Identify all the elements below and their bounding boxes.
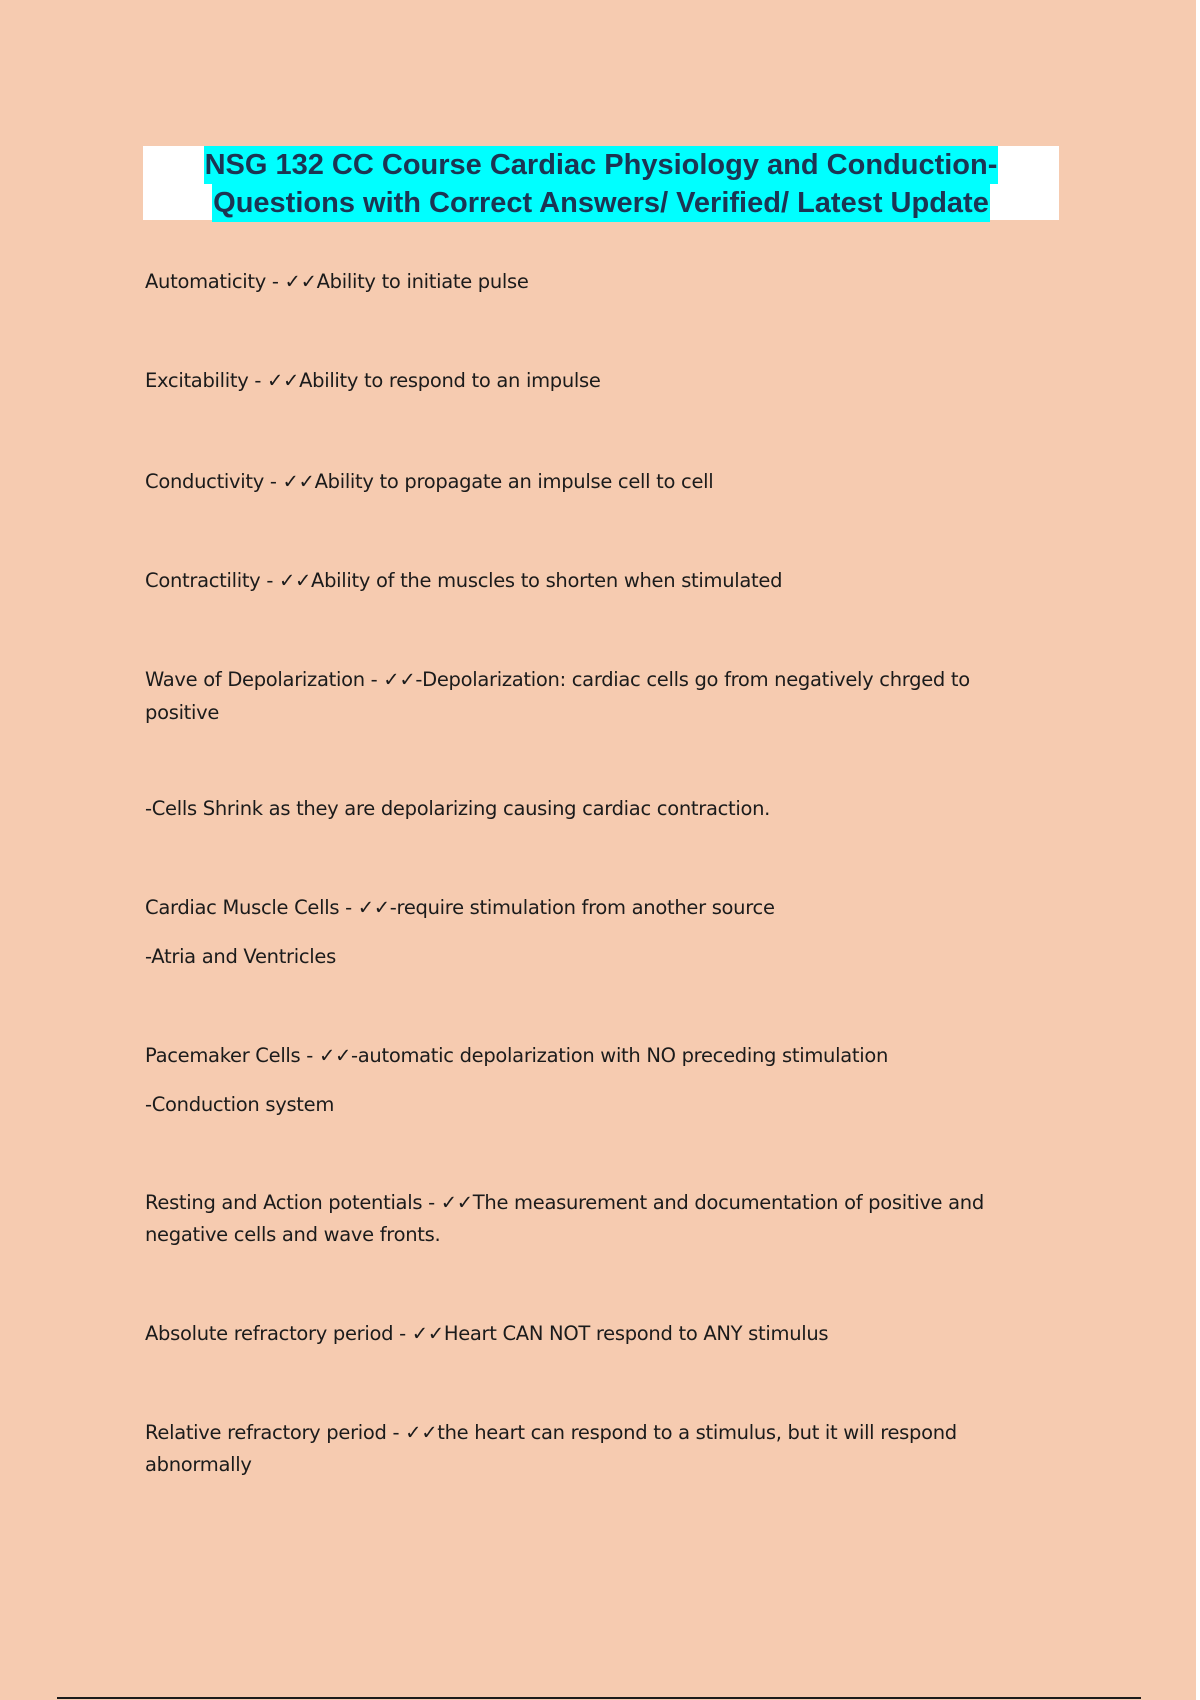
entry-wave-of-depolarization-cont: positive (145, 701, 220, 724)
entry-conduction-system: -Conduction system (145, 1093, 335, 1116)
entry-excitability: Excitability - ✓✓Ability to respond to an impulse (145, 369, 601, 392)
title-line-1: NSG 132 CC Course Cardiac Physiology and Conduction- (204, 146, 999, 184)
entry-automaticity: Automaticity - ✓✓Ability to initiate pulse (145, 270, 529, 293)
entry-resting-and-action-potentials-cont: negative cells and wave fronts. (145, 1223, 441, 1246)
footer-divider (57, 1697, 1141, 1699)
entry-atria-and-ventricles: -Atria and Ventricles (145, 945, 336, 968)
entry-pacemaker-cells: Pacemaker Cells - ✓✓-automatic depolarization with NO preceding stimulation (145, 1044, 889, 1067)
title-line-2: Questions with Correct Answers/ Verified/ Latest Update (212, 184, 990, 222)
entry-contractility: Contractility - ✓✓Ability of the muscles to shorten when stimulated (145, 569, 783, 592)
entry-relative-refractory-period-cont: abnormally (145, 1453, 252, 1476)
entry-resting-and-action-potentials: Resting and Action potentials - ✓✓The measurement and documentation of positive and (145, 1191, 984, 1214)
entry-wave-of-depolarization: Wave of Depolarization - ✓✓-Depolarization: cardiac cells go from negatively chrged to (145, 668, 970, 691)
entry-relative-refractory-period: Relative refractory period - ✓✓the heart can respond to a stimulus, but it will respond (145, 1421, 957, 1444)
document-title (143, 146, 1059, 220)
entry-cardiac-muscle-cells: Cardiac Muscle Cells - ✓✓-require stimulation from another source (145, 896, 775, 919)
entry-conductivity: Conductivity - ✓✓Ability to propagate an impulse cell to cell (145, 470, 714, 493)
entry-cells-shrink: -Cells Shrink as they are depolarizing causing cardiac contraction. (145, 797, 771, 820)
entry-absolute-refractory-period: Absolute refractory period - ✓✓Heart CAN NOT respond to ANY stimulus (145, 1322, 829, 1345)
page-edge (1196, 0, 1198, 1700)
